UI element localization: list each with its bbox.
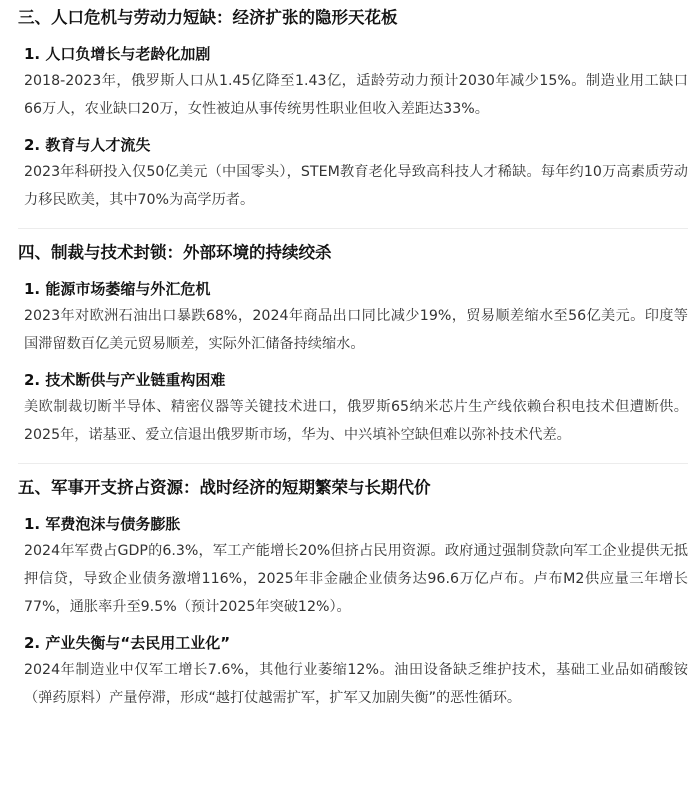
subsection	[24, 368, 688, 449]
subsection	[24, 512, 688, 621]
subsection	[24, 631, 688, 712]
subsection	[24, 277, 688, 358]
paragraph: 美欧制裁切断半导体、精密仪器等关键技术进口，俄罗斯65纳米芯片生产线依赖台积电技术但遭断供。2025年，诺基亚、爱立信退出俄罗斯市场，华为、中兴填补空缺但难以弥补技术代差。	[24, 399, 688, 443]
paragraph: 2024年制造业中仅军工增长7.6%，其他行业萎缩12%。油田设备缺乏维护技术，基础工业品如硝酸铵（弹药原料）产量停滞，形成“越打仗越需扩军，扩军又加剧失衡”的恶性循环。	[24, 662, 688, 706]
paragraph: 2024年军费占GDP的6.3%，军工产能增长20%但挤占民用资源。政府通过强制贷款向军工企业提供无抵押信贷，导致企业债务激增116%，2025年非金融企业债务达96.6万亿卢布。卢布M2供应量三年增长77%，通胀率升至9.5%（预计2025年突破12%）。	[24, 543, 688, 615]
section-title: 三、人口危机与劳动力短缺：经济扩张的隐形天花板	[18, 8, 398, 27]
paragraph: 2023年科研投入仅50亿美元（中国零头），STEM教育老化导致高科技人才稀缺。每年约10万高素质劳动力移民欧美，其中70%为高学历者。	[24, 164, 688, 208]
subsection	[24, 133, 688, 214]
section-title: 四、制裁与技术封锁：外部环境的持续绞杀	[18, 243, 332, 262]
subsection-title: 2. 技术断供与产业链重构困难	[24, 371, 226, 389]
subsection	[24, 42, 688, 123]
subsection-title: 1. 军费泡沫与债务膨胀	[24, 515, 181, 533]
section-military	[18, 463, 688, 712]
section-population	[18, 6, 688, 214]
subsection-title: 1. 人口负增长与老龄化加剧	[24, 45, 211, 63]
section-title: 五、军事开支挤占资源：战时经济的短期繁荣与长期代价	[18, 478, 431, 497]
subsection-title: 2. 教育与人才流失	[24, 136, 151, 154]
subsection-title: 1. 能源市场萎缩与外汇危机	[24, 280, 211, 298]
paragraph: 2018-2023年，俄罗斯人口从1.45亿降至1.43亿，适龄劳动力预计2030年减少15%。制造业用工缺口66万人，农业缺口20万，女性被迫从事传统男性职业但收入差距达33%。	[24, 73, 688, 117]
subsection-title: 2. 产业失衡与“去民用工业化”	[24, 634, 231, 652]
paragraph: 2023年对欧洲石油出口暴跌68%，2024年商品出口同比减少19%，贸易顺差缩水至56亿美元。印度等国滞留数百亿美元贸易顺差，实际外汇储备持续缩水。	[24, 308, 688, 352]
section-sanctions	[18, 228, 688, 449]
